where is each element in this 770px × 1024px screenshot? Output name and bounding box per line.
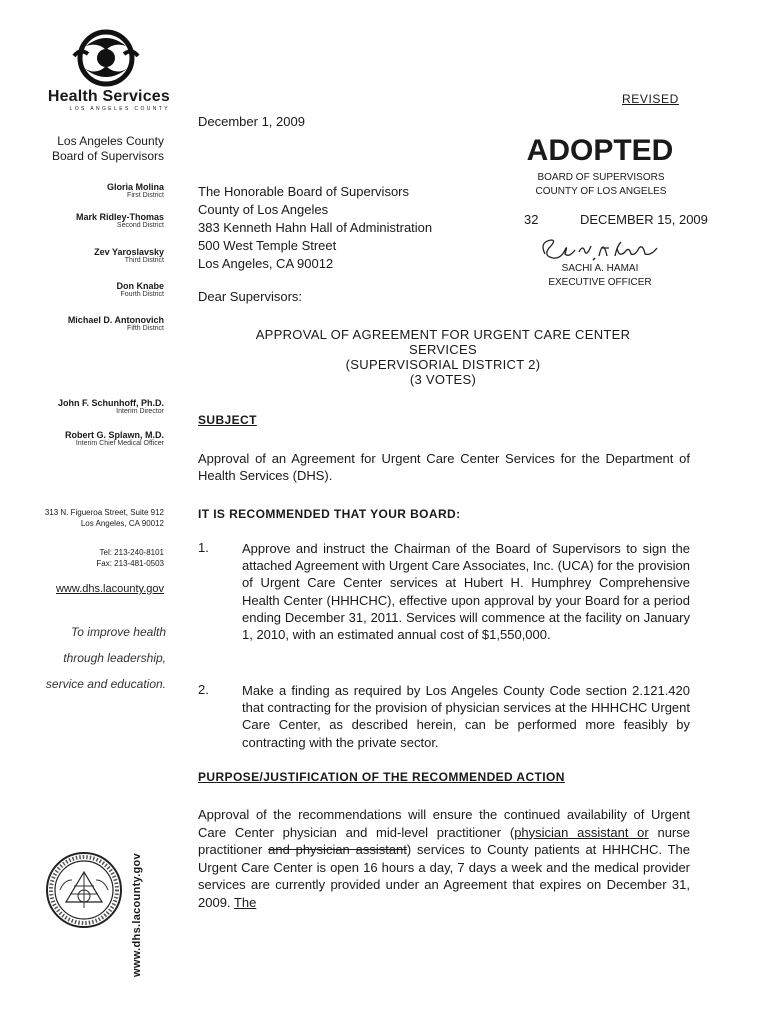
official-entry bbox=[20, 398, 164, 415]
revised-label: REVISED bbox=[622, 92, 679, 106]
adopted-stamp: ADOPTED bbox=[526, 134, 674, 167]
official-name: Robert G. Splawn, M.D. bbox=[64, 430, 164, 440]
stamp-signer bbox=[538, 262, 662, 290]
official-title: Interim Chief Medical Officer bbox=[75, 440, 164, 447]
address-city: Los Angeles, CA 90012 bbox=[80, 519, 164, 528]
vertical-website-text bbox=[130, 845, 144, 985]
official-entry bbox=[20, 430, 164, 447]
stamp-date: DECEMBER 15, 2009 bbox=[580, 212, 708, 227]
fax: Fax: 213-481-0503 bbox=[96, 559, 164, 568]
subject-paragraph: Approval of an Agreement for Urgent Care Center Services for the Department of Health Services (DHS). bbox=[198, 451, 690, 483]
supervisor-name: Michael D. Antonovich bbox=[67, 315, 164, 325]
letter-date: December 1, 2009 bbox=[198, 114, 305, 129]
motto-line: To improve health bbox=[71, 625, 166, 639]
title-line: APPROVAL OF AGREEMENT FOR URGENT CARE CENTER bbox=[255, 327, 631, 342]
telephone: Tel: 213-240-8101 bbox=[99, 548, 164, 557]
stamp-board-line: BOARD OF SUPERVISORS bbox=[537, 172, 665, 183]
county-name: Los Angeles County bbox=[57, 134, 164, 148]
health-services-logo-icon bbox=[70, 28, 142, 88]
deleted-text: and physician assistant bbox=[268, 842, 407, 858]
title-line: (3 VOTES) bbox=[409, 372, 477, 387]
motto bbox=[20, 619, 166, 697]
recommendation-number: 2. bbox=[198, 682, 209, 697]
vertical-website: www.dhs.lacounty.gov bbox=[131, 853, 143, 977]
purpose-paragraph bbox=[198, 806, 690, 912]
motto-line: through leadership, bbox=[63, 651, 166, 665]
recommendation-text: Approve and instruct the Chairman of the Board of Supervisors to sign the attached Agreement with Urgent Care Associates, Inc. (UCA) for the provision of Urgent Care Center services at Hubert H. Humphrey Comprehensive Health Center (HHHCHC), effective upon approval by your Board for a period ending December 31, 2011. Services will commence at the facility on January 1, 2010, with an estimated annual cost of $1,550,000. bbox=[242, 541, 690, 643]
title-line: SERVICES bbox=[409, 342, 477, 357]
supervisor-entry bbox=[107, 182, 164, 199]
recipient-line: County of Los Angeles bbox=[198, 202, 329, 217]
purpose-text: nurse practitioner bbox=[198, 824, 690, 858]
supervisor-district: Fourth District bbox=[120, 291, 164, 298]
inserted-text: physician assistant or bbox=[514, 824, 649, 840]
county-seal-icon bbox=[44, 850, 124, 930]
supervisor-entry bbox=[116, 281, 164, 298]
purpose-heading: PURPOSE/JUSTIFICATION OF THE RECOMMENDED ACTION bbox=[198, 770, 565, 784]
supervisor-entry bbox=[76, 212, 164, 229]
board-name: Board of Supervisors bbox=[51, 149, 164, 163]
supervisor-name: Zev Yaroslavsky bbox=[94, 247, 164, 257]
salutation: Dear Supervisors: bbox=[198, 289, 303, 304]
inserted-text: The bbox=[233, 894, 257, 910]
recipient-line: Los Angeles, CA 90012 bbox=[198, 256, 334, 271]
recipient-line: 500 West Temple Street bbox=[198, 238, 337, 253]
supervisor-district: First District bbox=[127, 192, 164, 199]
recommendation-text: Make a finding as required by Los Angeles County Code section 2.121.420 that contracting for the provision of physician services at the HHHCHC Urgent Care Center, as described herein, can be performed more feasibly by contracting with the private sector. bbox=[242, 683, 690, 750]
supervisor-name: Don Knabe bbox=[116, 281, 164, 291]
website-link[interactable]: www.dhs.lacounty.gov bbox=[55, 583, 164, 595]
supervisor-name: Gloria Molina bbox=[106, 182, 164, 192]
stamp-board bbox=[520, 171, 682, 199]
county-heading bbox=[30, 134, 164, 164]
recipient-line: 383 Kenneth Hahn Hall of Administration bbox=[198, 220, 433, 235]
supervisor-district: Second District bbox=[116, 222, 164, 229]
supervisor-entry bbox=[68, 315, 164, 332]
office-address bbox=[20, 507, 164, 529]
motto-line: service and education. bbox=[45, 677, 166, 691]
signer-name: SACHI A. HAMAI bbox=[561, 263, 639, 274]
supervisor-district: Third District bbox=[124, 257, 164, 264]
recommendation-heading: IT IS RECOMMENDED THAT YOUR BOARD: bbox=[198, 507, 461, 521]
signer-title: EXECUTIVE OFFICER bbox=[548, 277, 652, 288]
recommendation-number: 1. bbox=[198, 540, 209, 555]
purpose-text: ) services to County patients at HHHCHC. The Urgent Care Center is open 16 hours a day, 7 days a week and the medical provider services are currently provided under an Agreement that expires on December 31, 2009. bbox=[198, 842, 690, 910]
official-title: Interim Director bbox=[116, 408, 164, 415]
recipient-address bbox=[198, 183, 432, 273]
signature-icon bbox=[535, 232, 665, 264]
stamp-item-number: 32 bbox=[524, 212, 539, 227]
address-street: 313 N. Figueroa Street, Suite 912 bbox=[44, 508, 164, 517]
title-line: (SUPERVISORIAL DISTRICT 2) bbox=[345, 357, 541, 372]
subject-heading: SUBJECT bbox=[198, 413, 257, 427]
brand-subtitle: LOS ANGELES COUNTY bbox=[69, 106, 170, 112]
purpose-text: Approval of the recommendations will ensure the continued availability of Urgent Care Center physician and mid-level practitioner ( bbox=[198, 807, 690, 840]
official-name: John F. Schunhoff, Ph.D. bbox=[58, 398, 164, 408]
contact-numbers bbox=[20, 547, 164, 569]
recipient-line: The Honorable Board of Supervisors bbox=[198, 184, 410, 199]
letter-title bbox=[198, 327, 688, 387]
stamp-board-line: COUNTY OF LOS ANGELES bbox=[535, 186, 667, 197]
supervisor-name: Mark Ridley-Thomas bbox=[75, 212, 164, 222]
supervisor-district: Fifth District bbox=[127, 325, 164, 332]
supervisor-entry bbox=[94, 247, 164, 264]
brand-name: Health Services bbox=[47, 88, 170, 105]
